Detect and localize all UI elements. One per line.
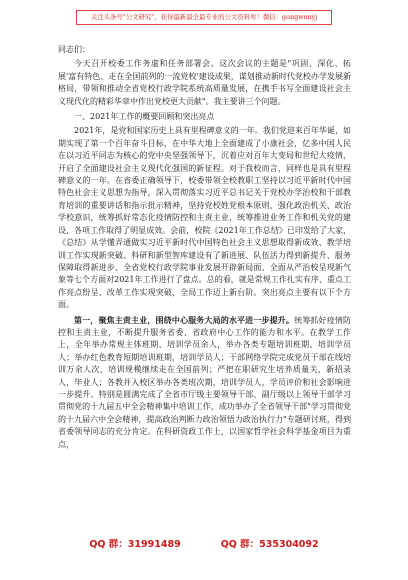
paragraph-lead: 第一，聚焦主责主业，围绕中心服务大局的水平进一步提升。 [74, 314, 295, 325]
document-body [58, 44, 351, 451]
promo-banner-text: 关注头条号"公文研究"，获得最新最全最专业的公文资料库！微信：gongwenyj [90, 12, 318, 21]
qq-group-2: QQ 群：535304092 [220, 539, 319, 550]
salutation: 同志们： [58, 45, 90, 54]
promo-banner-box [76, 10, 332, 25]
section-heading: 一、2021年工作的概要回顾和突出亮点 [74, 112, 215, 122]
header-banner [0, 4, 408, 30]
qq-group-1: QQ 群：31991489 [89, 539, 181, 550]
intro-paragraph: 今天召开校委工作务虚和任务部署会。这次会议的主题是"巩固、深化、拓展'富有特色、走在全国前列的一流党校'建设成果，谋划推动新时代党校办学发展新格局，带领和推动全省党校行政学院系统高质量发展，在携手书写全面建设社会主义现代化的精彩华章中作出党校更大贡献"。我主要讲三个问题。 [58, 59, 351, 106]
paragraph-first-point [58, 314, 351, 451]
footer-contacts [0, 536, 408, 550]
paragraph-body: 统筹抓好疫情防控和主责主业，不断提升服务省委、省政府中心工作的能力和水平。在教学工作上，全年举办常规主体班期、培训学员余人，举办各类专题培训班期、培训学员人；举办红色教育短期培训班期，培训学员人；干部网络学院完成党员干部在线培训万余人次，培训规模继续走在全国前列；严把在职研究生培养质量关，新招录人，毕业人；各教并入校区举办各类班次期，培训学员人，学员评价和社会影响进一步提升。特别是圆满完成了全省市厅级主要领导干部、副厅级以上领导干部学习贯彻党的十九届五中全会精神集中培训工作，成功举办了全省领导干部"学习贯彻党的十九届六中全会精神，提高政治判断力政治领悟力政治执行力"专题研讨班，得到省委领导同志的充分肯定。在科研资政工作上，以国家哲学社会科学基金项目为重点， [58, 315, 352, 449]
paragraph-review: 2021年，是党和国家历史上具有里程碑意义的一年。我们党迎来百年华诞，如期实现了第一个百年奋斗目标，在中华大地上全面建成了小康社会，亿多中国人民在以习近平同志为核心的党中央坚强领导下，沉着应对百年大变局和世纪大疫情，开启了全面建设社会主义现代化强国的新征程。对于我校而言，同样也是具有里程碑意义的一年。在省委正确领导下，校委带领全校教职工坚持以习近平新时代中国特色社会主义思想为指导，深入贯彻落实习近平总书记关于党校办学治校和干部教育培训的重要讲话和指示批示精神，坚持党校姓党根本原则，强化政治机关、政治学校意识，统筹抓好常态化疫情防控和主责主业，统筹推进业务工作和机关党的建设，各项工作取得了明显成效。会前，校院《2021年工作总结》已印发给了大家，《总结》从学懂弄通做实习近平新时代中国特色社会主义思想取得新成效、教学培训工作实现新突破、科研和新型智库建设有了新进展、队伍活力得到新提升、服务保障取得新进步、全省党校行政学院事业发展开辟新局面、全面从严治校呈现新气象等七个方面对2021年工作进行了盘点。总的看，就是常规工作扎实有序、重点工作亮点纷呈、改革工作实现突破，全局工作迈上新台阶。突出亮点主要有以下个方面。 [58, 126, 351, 310]
